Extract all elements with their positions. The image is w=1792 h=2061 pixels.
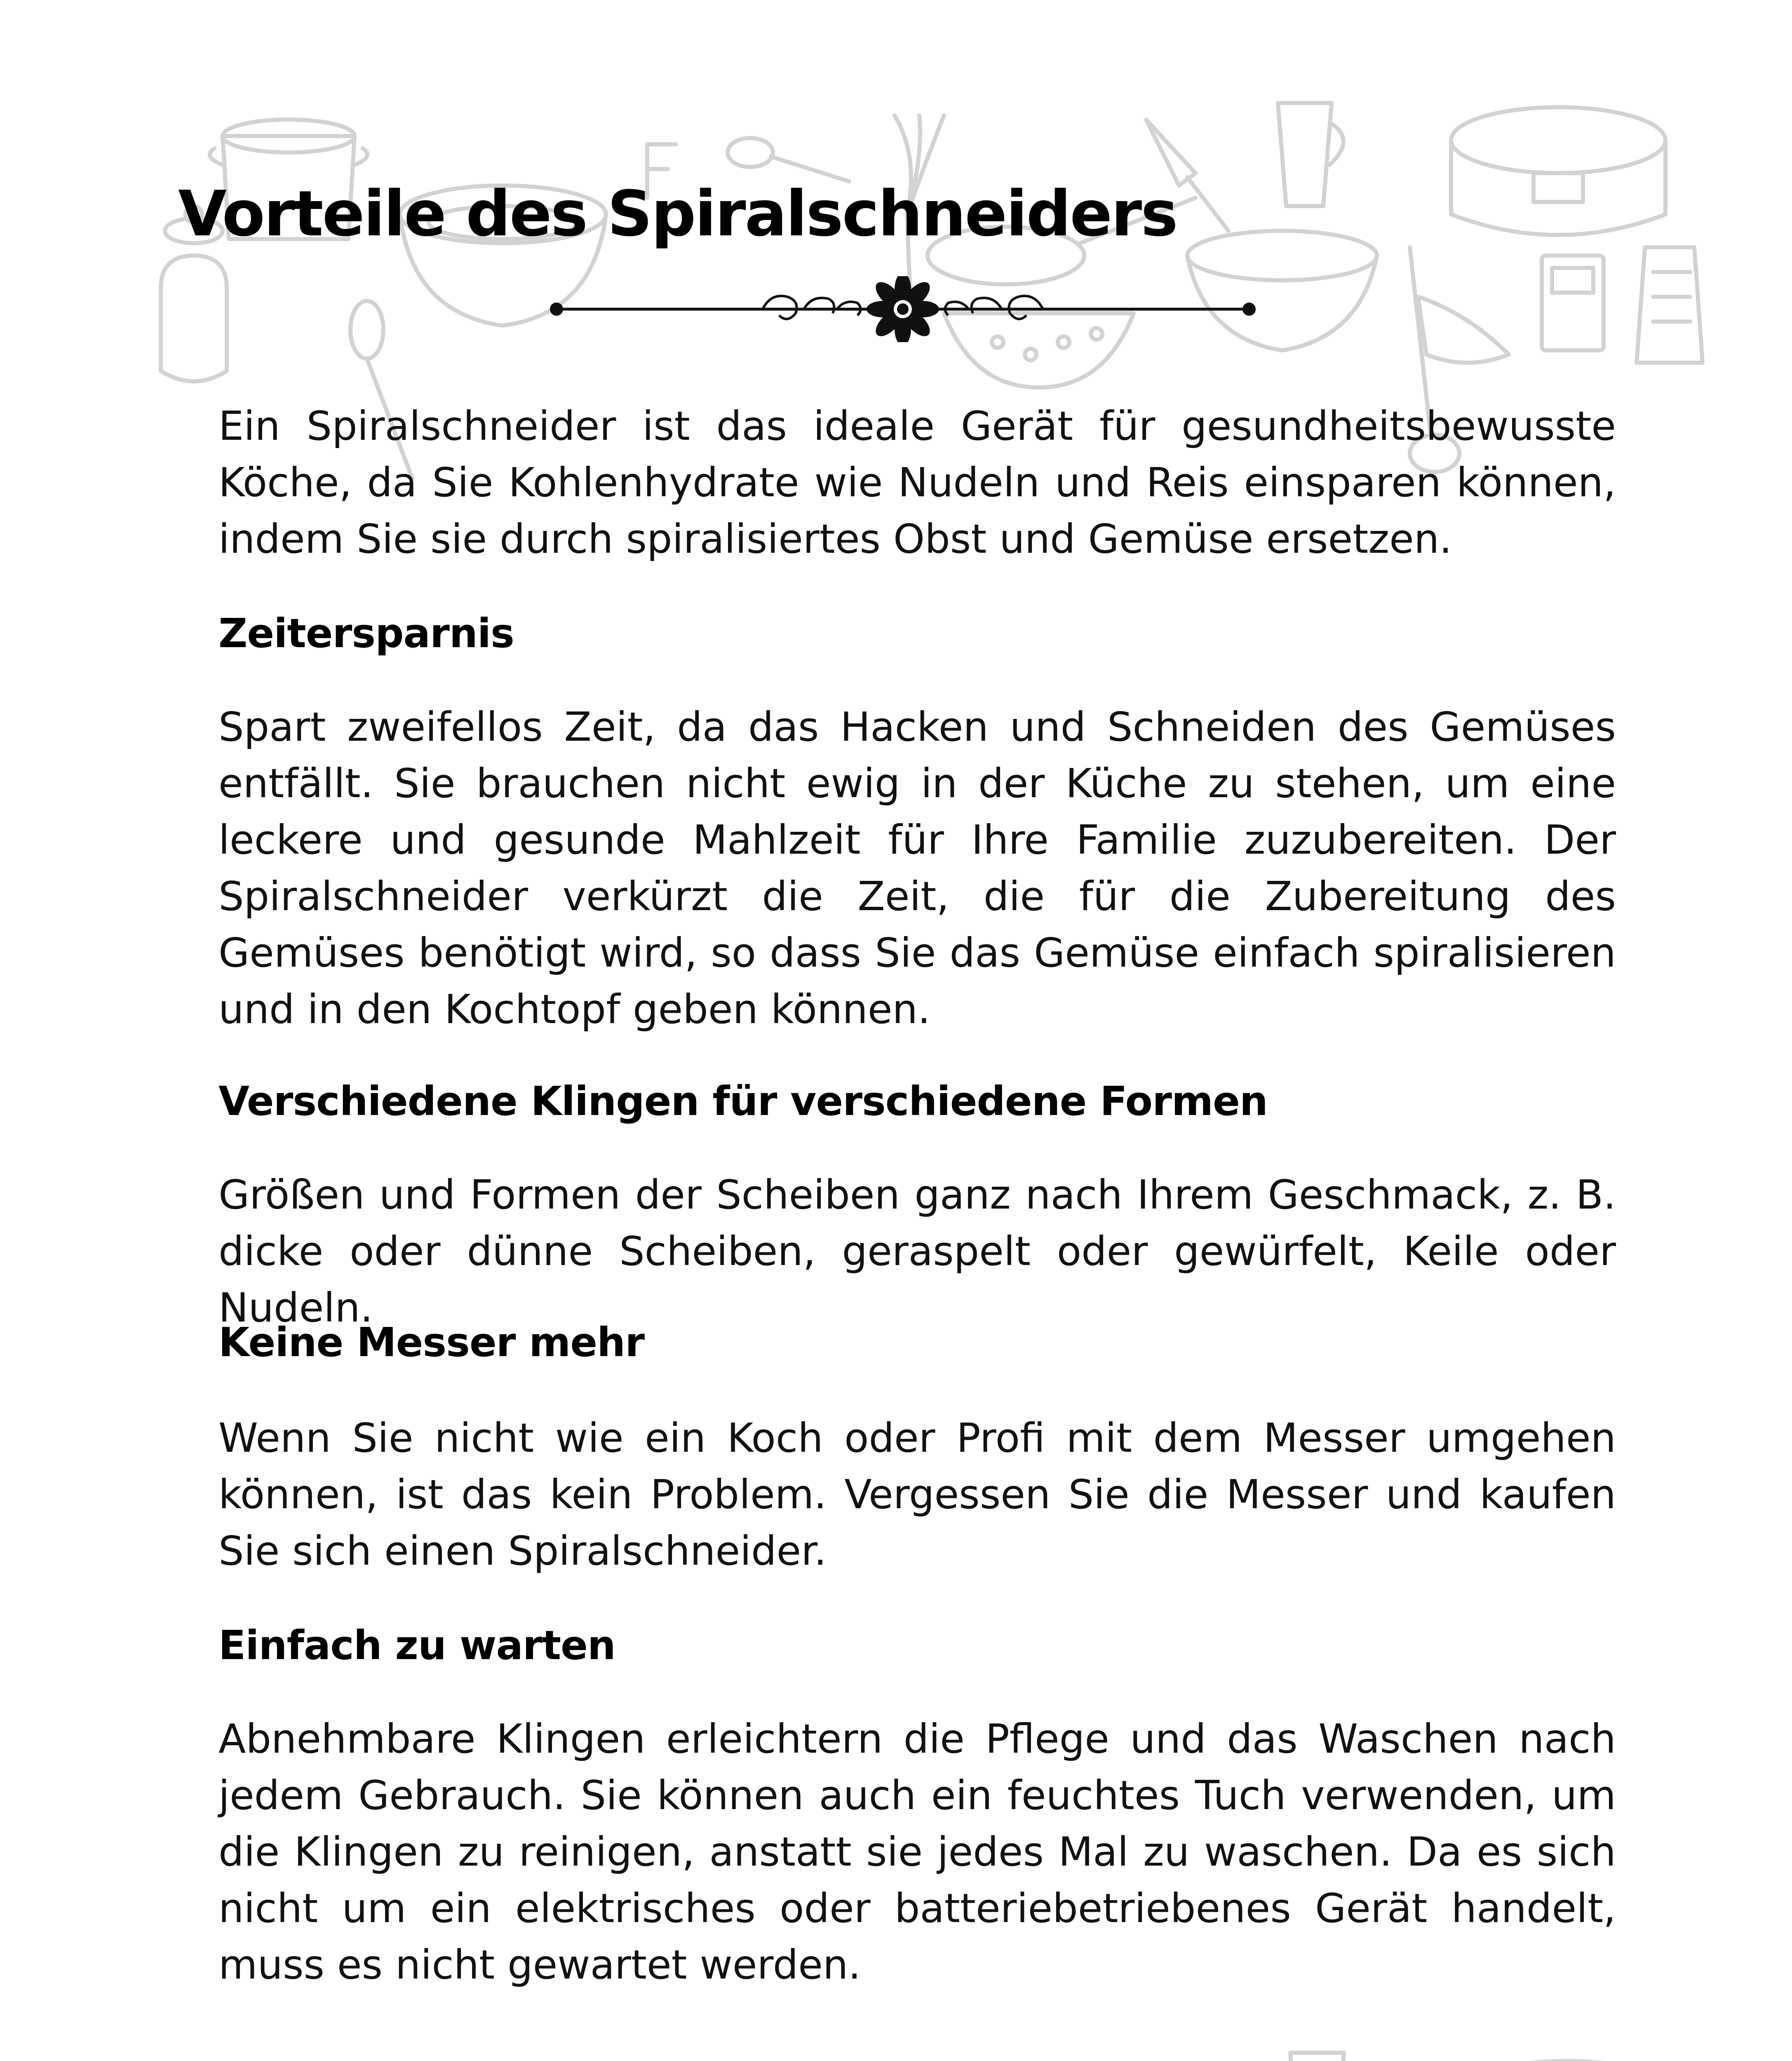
intro-paragraph: Ein Spiralschneider ist das ideale Gerät für gesundheitsbewusste Köche, da Sie Kohlenhydrate wie Nudeln und Reis einsparen können, indem Sie sie durch spiralisiertes Obst und Gemüse ersetzen.: [218, 403, 1616, 562]
section-paragraph: Abnehmbare Klingen erleichtern die Pflege und das Waschen nach jedem Gebrauch. Sie können auch ein feuchtes Tuch verwenden, um die Klingen zu reinigen, anstatt sie jedes Mal zu waschen. Da es sich nicht um ein elektrisches oder batteriebetriebenes Gerät handelt, muss es nicht gewartet werden.: [218, 1716, 1616, 1988]
grater-sketch-icon: [1637, 247, 1703, 363]
section-paragraph: Spart zweifellos Zeit, da das Hacken und Schneiden des Gemüses entfällt. Sie brauchen nicht ewig in der Küche zu stehen, um eine leckere und gesunde Mahlzeit für Ihre Familie zuzubereiten. Der Spiralschneider verkürzt die Zeit, die für die Zubereitung des Gemüses benötigt wird, so dass Sie das Gemüse einfach spiralisieren und in den Kochtopf geben können.: [218, 704, 1616, 1033]
scroll-left: [763, 296, 861, 319]
divider-dot-right: [1242, 303, 1256, 316]
spoon-sketch-icon: [728, 138, 849, 181]
section-paragraph: Größen und Formen der Scheiben ganz nach Ihrem Geschmack, z. B. dicke oder dünne Scheiben, geraspelt oder gewürfelt, Keile oder Nudeln.: [218, 1171, 1616, 1331]
section-heading: Einfach zu warten: [218, 1622, 615, 1669]
cloth-sketch-icon: [1418, 297, 1509, 363]
section-paragraph: Wenn Sie nicht wie ein Koch oder Profi mit dem Messer umgehen können, ist das kein Problem. Vergessen Sie die Messer und kaufen Sie sich einen Spiralschneider.: [218, 1415, 1616, 1574]
divider-flower-ornament: [540, 276, 1266, 342]
divider-dot-left: [550, 303, 563, 316]
section-heading: Zeitersparnis: [218, 610, 514, 657]
page-title: Vorteile des Spiralschneiders: [178, 177, 1177, 250]
section-heading: Keine Messer mehr: [218, 1319, 645, 1366]
scale-sketch-icon: [1542, 256, 1604, 350]
flower-icon: [867, 276, 939, 342]
scroll-right: [945, 296, 1043, 319]
section-heading: Verschiedene Klingen für verschiedene Formen: [218, 1078, 1268, 1124]
jug-sketch-icon: [1290, 2053, 1344, 2061]
